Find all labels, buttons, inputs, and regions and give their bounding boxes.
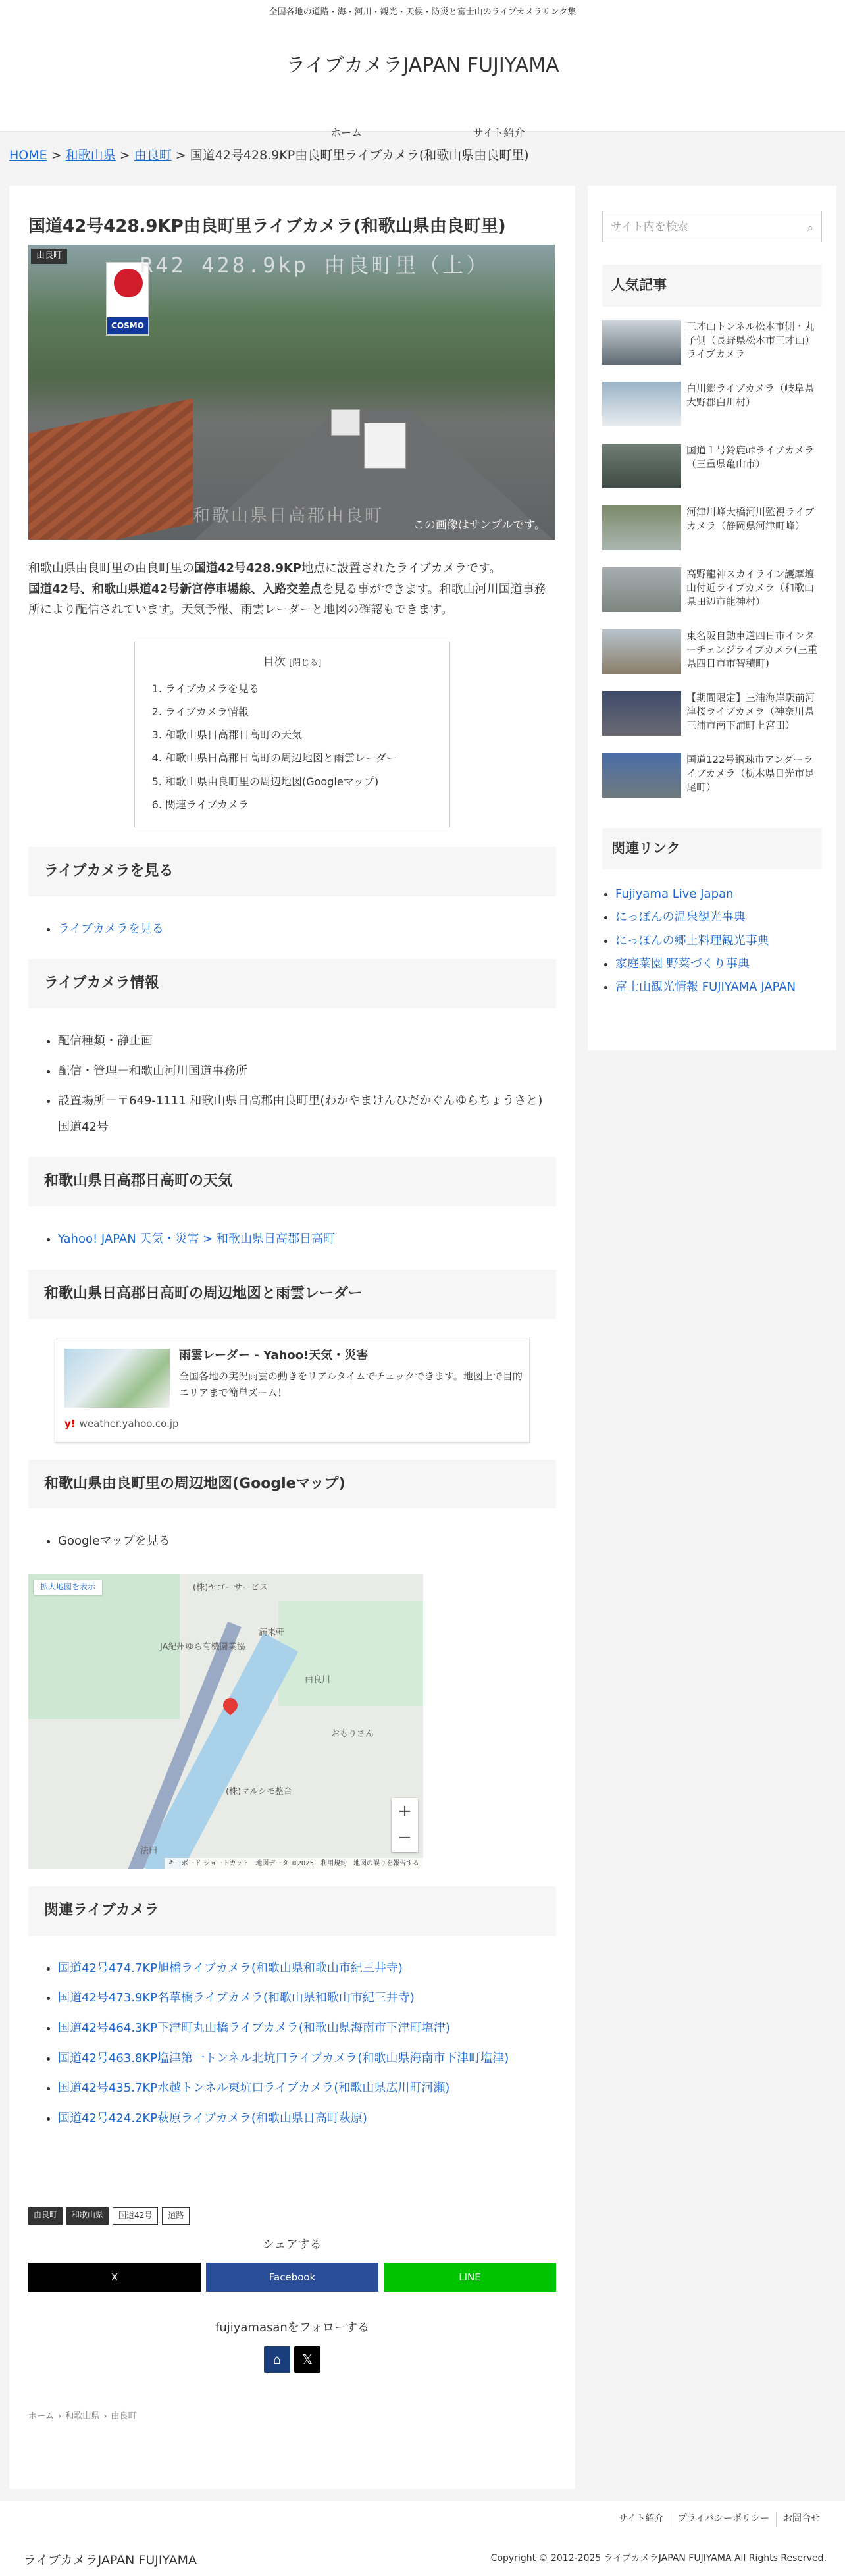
list-item[interactable] xyxy=(602,629,822,682)
zoom-out-button[interactable]: − xyxy=(397,1828,412,1848)
list-item[interactable] xyxy=(602,505,822,558)
popular-link[interactable]: 国道１号鈴鹿峠ライブカメラ（三重県亀山市） xyxy=(686,444,814,470)
site-tagline: 全国各地の道路・海・河川・観光・天候・防災と富士山のライブカメラリンク集 xyxy=(269,7,576,17)
search-icon[interactable]: ⌕ xyxy=(807,222,813,235)
footer-nav-contact[interactable]: お問合せ xyxy=(776,2512,827,2527)
card-site-text: weather.yahoo.co.jp xyxy=(79,1417,179,1430)
popular-thumbnail xyxy=(602,691,681,736)
related-link-list xyxy=(602,883,822,998)
share-facebook-button[interactable]: Facebook xyxy=(206,2263,378,2292)
card-site xyxy=(64,1416,183,1433)
breadcrumb-town[interactable]: 由良町 xyxy=(134,148,172,163)
toc-title-text: 目次 xyxy=(263,655,286,669)
footer-nav xyxy=(612,2512,827,2527)
toc-item[interactable]: 6. 関連ライブカメラ xyxy=(165,793,434,816)
roof-shape xyxy=(28,399,193,540)
follow-buttons xyxy=(28,2346,556,2373)
list-item xyxy=(58,2075,556,2101)
list-item xyxy=(615,952,822,975)
popular-title: 人気記事 xyxy=(602,265,822,307)
list-item: • 配信種類・静止画 xyxy=(58,1028,556,1054)
list-item xyxy=(58,1955,556,1982)
breadcrumb-sep: > xyxy=(119,148,130,163)
list-item[interactable] xyxy=(602,444,822,496)
footer-logo[interactable]: ライブカメラJAPAN FUJIYAMA xyxy=(24,2553,197,2567)
intro-bold: 国道42号、和歌山県道42号新宮停車場線、入路交差点 xyxy=(28,582,322,596)
section-heading: 関連ライブカメラ xyxy=(28,1886,556,1936)
nav-home[interactable]: ホーム xyxy=(330,126,362,140)
map-label: (株)マルシモ整合 xyxy=(226,1787,292,1797)
share-buttons xyxy=(28,2263,556,2292)
tag-list xyxy=(28,2207,556,2224)
weather-link[interactable]: Yahoo! JAPAN 天気・災害 > 和歌山県日高郡日高町 xyxy=(58,1232,335,1247)
list-item xyxy=(58,1226,556,1252)
card-thumbnail xyxy=(64,1349,170,1408)
list-item xyxy=(58,916,556,942)
car-shape xyxy=(331,409,360,436)
list-item: • 配信・管理－和歌山河川国道事務所 xyxy=(58,1058,556,1085)
intro-bold: 国道42号428.9KP xyxy=(194,561,302,576)
post-tag[interactable]: 国道42号 xyxy=(113,2207,158,2224)
map-green-area xyxy=(28,1574,180,1719)
list-item[interactable] xyxy=(602,567,822,620)
related-link[interactable]: 富士山観光情報 FUJIYAMA JAPAN xyxy=(615,979,796,994)
toc-list xyxy=(151,677,434,816)
popular-link[interactable]: 東名阪自動車道四日市インターチェンジライブカメラ(三重県四日市市智積町) xyxy=(686,629,817,669)
breadcrumb-home[interactable]: HOME xyxy=(9,148,47,163)
toc-item[interactable]: 4. 和歌山県日高郡日高町の周辺地図と雨雲レーダー xyxy=(165,746,434,769)
copyright: Copyright © 2012-2025 ライブカメラJAPAN FUJIYAMA All Rights Reserved. xyxy=(490,2553,827,2563)
live-camera-link[interactable]: ライブカメラを見る xyxy=(58,921,164,936)
popular-thumbnail xyxy=(602,444,681,488)
weather-link-list xyxy=(28,1226,556,1252)
related-camera-link[interactable]: 国道42号463.8KP塩津第一トンネル北坑口ライブカメラ(和歌山県海南市下津町塩津) xyxy=(58,2051,509,2065)
home-icon[interactable]: ⌂ xyxy=(264,2346,290,2373)
popular-thumbnail xyxy=(602,382,681,426)
section-heading: ライブカメラを見る xyxy=(28,847,556,896)
toc-item[interactable]: 3. 和歌山県日高郡日高町の天気 xyxy=(165,723,434,746)
share-x-button[interactable]: X xyxy=(28,2263,201,2292)
eyecatch-image xyxy=(28,245,555,540)
toc-item[interactable]: 1. ライブカメラを見る xyxy=(165,677,434,700)
map-label: 法田 xyxy=(140,1846,158,1857)
truck-shape xyxy=(364,423,406,469)
breadcrumb-sep: > xyxy=(51,148,62,163)
search-placeholder: サイト内を検索 xyxy=(611,220,688,234)
share-line-button[interactable]: LINE xyxy=(384,2263,556,2292)
google-map[interactable] xyxy=(28,1574,423,1869)
map-label: おもりさん xyxy=(331,1729,374,1739)
toc-item[interactable]: 5. 和歌山県由良町里の周辺地図(Googleマップ) xyxy=(165,770,434,793)
list-item xyxy=(615,906,822,929)
related-camera-link[interactable]: 国道42号464.3KP下津町丸山橋ライブカメラ(和歌山県海南市下津町塩津) xyxy=(58,2021,450,2036)
camera-overlay-text: R42 428.9kp 由良町里（上） xyxy=(140,253,490,278)
list-item xyxy=(615,883,822,906)
camera-bottom-text: 和歌山県日高郡由良町 xyxy=(193,506,384,527)
follow-title: fujiyamasanをフォローする xyxy=(215,2321,369,2335)
popular-link[interactable]: 国道122号鋼疎市アンダーライブカメラ（栃木県日光市足尾町） xyxy=(686,753,815,793)
main-content xyxy=(9,186,575,2489)
list-item: • Googleマップを見る xyxy=(58,1528,556,1555)
camera-link-list xyxy=(28,916,556,942)
section-heading: ライブカメラ情報 xyxy=(28,959,556,1008)
camera-info-list xyxy=(28,1028,556,1140)
breadcrumb-current: 国道42号428.9KP由良町里ライブカメラ(和歌山県由良町里) xyxy=(190,148,529,163)
popular-thumbnail xyxy=(602,753,681,798)
list-item xyxy=(615,975,822,998)
sample-note: この画像はサンプルです。 xyxy=(413,518,546,532)
related-link[interactable]: にっぽんの温泉観光事典 xyxy=(615,910,746,925)
section-heading: 和歌山県日高郡日高町の天気 xyxy=(28,1157,556,1206)
related-camera-link[interactable]: 国道42号435.7KP水越トンネル東坑口ライブカメラ(和歌山県広川町河瀬) xyxy=(58,2081,450,2096)
bottom-breadcrumb-item[interactable]: ホーム xyxy=(28,2411,55,2421)
map-label: 満来軒 xyxy=(259,1628,285,1638)
footer-nav-about[interactable]: サイト紹介 xyxy=(618,2513,664,2524)
map-label: (株)ヤゴーサービス xyxy=(193,1583,269,1593)
zoom-in-button[interactable]: + xyxy=(397,1801,412,1822)
intro-part: を見る事ができます。和歌山河川国道事務所により配信されています。天気予報、雨雲レーダーと地図の確認もできます。 xyxy=(28,582,546,617)
popular-link[interactable]: 白川郷ライブカメラ（岐阜県大野郡白川村） xyxy=(686,382,814,408)
share-title: シェアする xyxy=(263,2237,322,2252)
chevron-right-icon: › xyxy=(103,2411,107,2421)
popular-thumbnail xyxy=(602,567,681,612)
map-zoom-control xyxy=(392,1798,418,1852)
related-link[interactable]: 家庭菜園 野菜づくり事典 xyxy=(615,956,750,971)
related-camera-link[interactable]: 国道42号474.7KP旭橋ライブカメラ(和歌山県和歌山市紀三井寺) xyxy=(58,1961,403,1975)
popular-link[interactable]: 河津川峰大橋河川監視ライブカメラ（静岡県河津町峰） xyxy=(686,505,815,532)
list-item[interactable] xyxy=(602,691,822,744)
bottom-breadcrumb-item[interactable]: 由良町 xyxy=(111,2411,137,2421)
article-title: 国道42号428.9KP由良町里ライブカメラ(和歌山県由良町里) xyxy=(28,217,506,236)
map-list xyxy=(28,1528,556,1555)
site-footer xyxy=(0,2501,845,2576)
sign-logo-icon xyxy=(114,269,143,297)
list-item xyxy=(58,2105,556,2132)
category-tag[interactable]: 由良町 xyxy=(28,2207,63,2224)
popular-thumbnail xyxy=(602,320,681,365)
popular-thumbnail xyxy=(602,629,681,674)
popular-link[interactable]: 三才山トンネル松本市側・丸子側（長野県松本市三才山）ライブカメラ xyxy=(686,320,815,360)
category-label[interactable]: 由良町 xyxy=(31,249,67,263)
popular-link[interactable]: 【期間限定】三浦海岸駅前河津桜ライブカメラ（神奈川県三浦市南下浦町上宮田） xyxy=(686,691,815,731)
table-of-contents xyxy=(134,642,450,827)
related-camera-link[interactable]: 国道42号473.9KP名草橋ライブカメラ(和歌山県和歌山市紀三井寺) xyxy=(58,1991,415,2005)
related-title: 関連リンク xyxy=(602,828,822,870)
list-item[interactable] xyxy=(602,320,822,373)
list-item xyxy=(58,1985,556,2011)
toc-title xyxy=(151,653,434,672)
map-label: 由良川 xyxy=(305,1675,331,1686)
list-item[interactable] xyxy=(602,382,822,434)
popular-list xyxy=(602,320,822,806)
x-icon[interactable]: 𝕏 xyxy=(294,2346,320,2373)
nav-about[interactable]: サイト紹介 xyxy=(473,126,525,140)
section-heading: 和歌山県由良町里の周辺地図(Googleマップ) xyxy=(28,1460,556,1509)
section-heading: 和歌山県日高郡日高町の周辺地図と雨雲レーダー xyxy=(28,1270,556,1319)
toc-item[interactable]: 2. ライブカメラ情報 xyxy=(165,700,434,723)
yahoo-icon: y! xyxy=(64,1417,76,1430)
post-tag[interactable]: 道路 xyxy=(162,2207,190,2224)
site-title[interactable]: ライブカメラJAPAN FUJIYAMA xyxy=(286,54,559,78)
map-label: JA紀州ゆら有機園業協 xyxy=(160,1642,245,1653)
search-input[interactable] xyxy=(602,211,822,242)
sign-label: COSMO xyxy=(107,317,148,334)
intro-part: 和歌山県由良町里の由良町里の xyxy=(28,561,194,576)
list-item[interactable] xyxy=(602,753,822,806)
list-item xyxy=(58,2046,556,2072)
list-item: • 設置場所－〒649-1111 和歌山県日高郡由良町里(わかやまけんひだかぐんゆらちょうさと) 国道42号 xyxy=(58,1088,556,1140)
chevron-right-icon: › xyxy=(58,2411,62,2421)
map-credit[interactable]: キーボード ショートカット 地図データ ©2025 利用規約 地図の誤りを報告する xyxy=(165,1858,423,1869)
toc-toggle[interactable]: [閉じる] xyxy=(289,657,322,668)
site-header xyxy=(0,0,845,140)
rain-radar-card[interactable] xyxy=(55,1339,530,1443)
related-camera-list xyxy=(28,1955,556,2132)
intro-text xyxy=(28,558,556,621)
bottom-breadcrumb xyxy=(28,2409,556,2424)
popular-link[interactable]: 高野龍神スカイライン護摩壇山付近ライブカメラ（和歌山県田辺市龍神村） xyxy=(686,567,815,607)
list-item xyxy=(58,2015,556,2042)
related-link[interactable]: にっぽんの郷土料理観光事典 xyxy=(615,933,769,948)
map-green-area xyxy=(278,1601,423,1706)
category-tag[interactable]: 和歌山県 xyxy=(66,2207,109,2224)
list-item xyxy=(615,929,822,952)
related-link[interactable]: Fujiyama Live Japan xyxy=(615,887,734,902)
intro-part: 地点に設置されたライブカメラです。 xyxy=(301,561,501,576)
footer-nav-privacy[interactable]: プライバシーポリシー xyxy=(671,2512,776,2527)
breadcrumb-sep: > xyxy=(175,148,186,163)
breadcrumb-pref[interactable]: 和歌山県 xyxy=(65,148,116,163)
enlarge-map-button[interactable]: 拡大地図を表示 xyxy=(34,1580,102,1595)
sidebar xyxy=(588,186,836,1050)
card-title: 雨雲レーダー - Yahoo!天気・災害 xyxy=(179,1348,369,1362)
bottom-breadcrumb-item[interactable]: 和歌山県 xyxy=(65,2411,100,2421)
related-camera-link[interactable]: 国道42号424.2KP萩原ライブカメラ(和歌山県日高町萩原) xyxy=(58,2111,367,2125)
popular-thumbnail xyxy=(602,505,681,550)
card-description: 全国各地の実況雨雲の動きをリアルタイムでチェックできます。地図上で目的エリアまで簡単ズーム！ xyxy=(179,1370,523,1399)
